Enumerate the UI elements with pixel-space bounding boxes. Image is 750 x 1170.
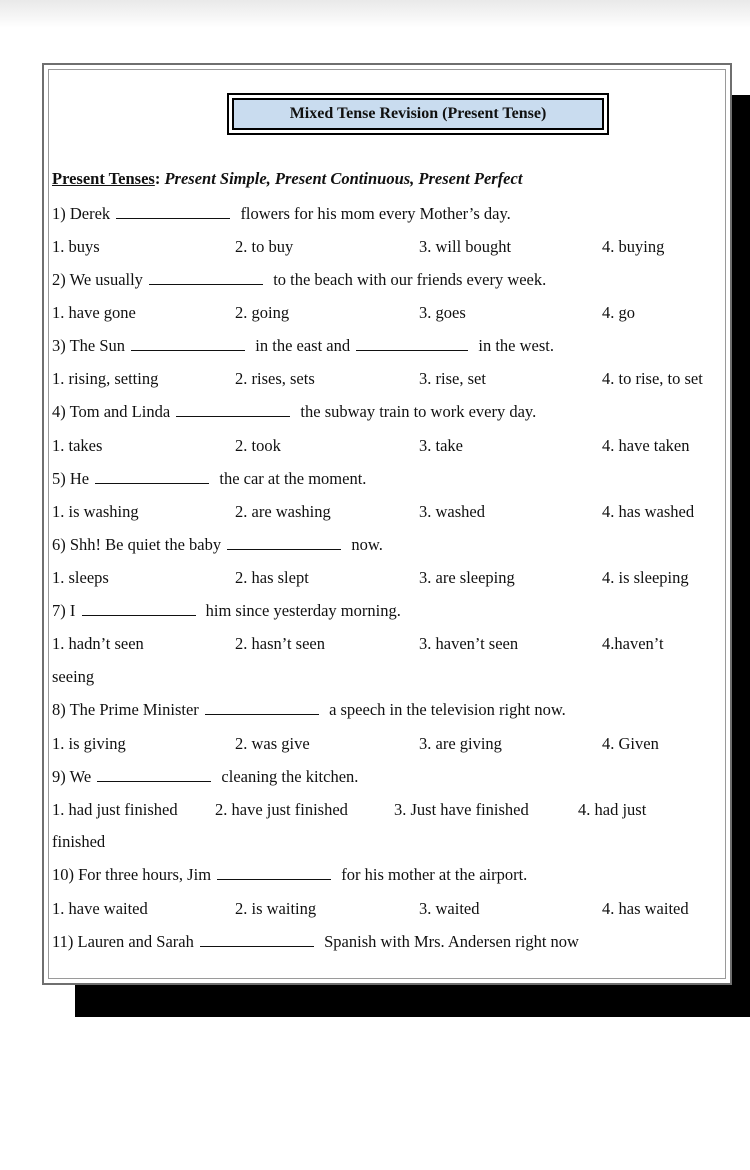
question-text: 7) I [52, 601, 76, 620]
option-2: 2. going [235, 303, 290, 322]
option-1: 1. rising, setting [52, 369, 159, 388]
question-text: him since yesterday morning. [205, 601, 401, 620]
question-text: 9) We [52, 767, 92, 786]
question-text: 4) Tom and Linda [52, 402, 171, 421]
question-text: to the beach with our friends every week. [273, 270, 547, 289]
option-1: 1. is washing [52, 502, 139, 521]
answer-blank[interactable] [217, 866, 331, 880]
option-3: 3. are giving [419, 734, 502, 753]
option-4-wrap: finished [52, 832, 106, 851]
option-1: 1. is giving [52, 734, 126, 753]
option-4: 4.haven’t [602, 634, 664, 653]
worksheet [42, 63, 732, 985]
option-3: 3. washed [419, 502, 485, 521]
question-text: cleaning the kitchen. [221, 767, 359, 786]
question-text: for his mother at the airport. [341, 865, 528, 884]
question-text: 11) Lauren and Sarah [52, 932, 194, 951]
option-3: 3. take [419, 436, 463, 455]
option-1: 1. buys [52, 237, 100, 256]
answer-blank[interactable] [116, 205, 230, 219]
option-4: 4. is sleeping [602, 568, 689, 587]
question-text: now. [351, 535, 383, 554]
question-1 [52, 204, 511, 224]
option-4: 4. had just [578, 800, 647, 819]
question-11 [52, 932, 579, 952]
question-6 [52, 535, 383, 555]
option-1: 1. had just finished [52, 800, 178, 819]
top-bar [0, 0, 750, 28]
question-text: 6) Shh! Be quiet the baby [52, 535, 222, 554]
option-2: 2. hasn’t seen [235, 634, 325, 653]
answer-blank[interactable] [227, 536, 341, 550]
question-text: 5) He [52, 469, 90, 488]
question-3 [52, 336, 554, 356]
option-4: 4. has washed [602, 502, 695, 521]
option-1: 1. have waited [52, 899, 148, 918]
question-text: 8) The Prime Minister [52, 700, 199, 719]
worksheet-title: Mixed Tense Revision (Present Tense) [232, 98, 604, 130]
heading-tenses: Present Simple, Present Continuous, Present Perfect [160, 169, 523, 188]
question-9 [52, 767, 358, 787]
option-4: 4. go [602, 303, 635, 322]
question-text: in the east and [255, 336, 351, 355]
option-1: 1. takes [52, 436, 103, 455]
question-8 [52, 700, 566, 720]
option-3: 3. waited [419, 899, 480, 918]
question-text: 10) For three hours, Jim [52, 865, 212, 884]
option-4: 4. Given [602, 734, 659, 753]
question-text: a speech in the television right now. [329, 700, 566, 719]
question-text: in the west. [478, 336, 554, 355]
question-text: the subway train to work every day. [300, 402, 537, 421]
option-3: 3. will bought [419, 237, 512, 256]
option-1: 1. hadn’t seen [52, 634, 144, 653]
option-3: 3. haven’t seen [419, 634, 519, 653]
option-2: 2. rises, sets [235, 369, 315, 388]
option-3: 3. are sleeping [419, 568, 515, 587]
option-3: 3. rise, set [419, 369, 486, 388]
question-5 [52, 469, 366, 489]
question-7 [52, 601, 401, 621]
option-2: 2. was give [235, 734, 310, 753]
option-2: 2. are washing [235, 502, 331, 521]
question-text: Spanish with Mrs. Andersen right now [324, 932, 579, 951]
question-text: 2) We usually [52, 270, 143, 289]
heading-colon: : [154, 169, 161, 188]
section-heading [52, 169, 522, 189]
option-1: 1. have gone [52, 303, 136, 322]
heading-label: Present Tenses [52, 169, 155, 188]
question-text: 3) The Sun [52, 336, 126, 355]
option-3: 3. Just have finished [394, 800, 529, 819]
answer-blank[interactable] [200, 933, 314, 947]
option-4: 4. have taken [602, 436, 690, 455]
option-2: 2. has slept [235, 568, 309, 587]
option-4: 4. has waited [602, 899, 689, 918]
answer-blank[interactable] [131, 337, 245, 351]
option-2: 2. to buy [235, 237, 294, 256]
answer-blank[interactable] [95, 470, 209, 484]
answer-blank[interactable] [176, 403, 290, 417]
option-2: 2. took [235, 436, 281, 455]
answer-blank[interactable] [82, 602, 196, 616]
question-text: 1) Derek [52, 204, 111, 223]
option-1: 1. sleeps [52, 568, 109, 587]
answer-blank[interactable] [149, 271, 263, 285]
option-4-wrap: seeing [52, 667, 95, 686]
option-2: 2. have just finished [215, 800, 348, 819]
question-10 [52, 865, 527, 885]
title-frame [227, 93, 609, 135]
answer-blank[interactable] [97, 768, 211, 782]
answer-blank[interactable] [205, 701, 319, 715]
question-2 [52, 270, 546, 290]
option-4: 4. buying [602, 237, 665, 256]
answer-blank[interactable] [356, 337, 468, 351]
question-4 [52, 402, 536, 422]
option-2: 2. is waiting [235, 899, 317, 918]
option-4: 4. to rise, to set [602, 369, 703, 388]
option-3: 3. goes [419, 303, 466, 322]
question-text: the car at the moment. [219, 469, 367, 488]
question-text: flowers for his mom every Mother’s day. [240, 204, 511, 223]
